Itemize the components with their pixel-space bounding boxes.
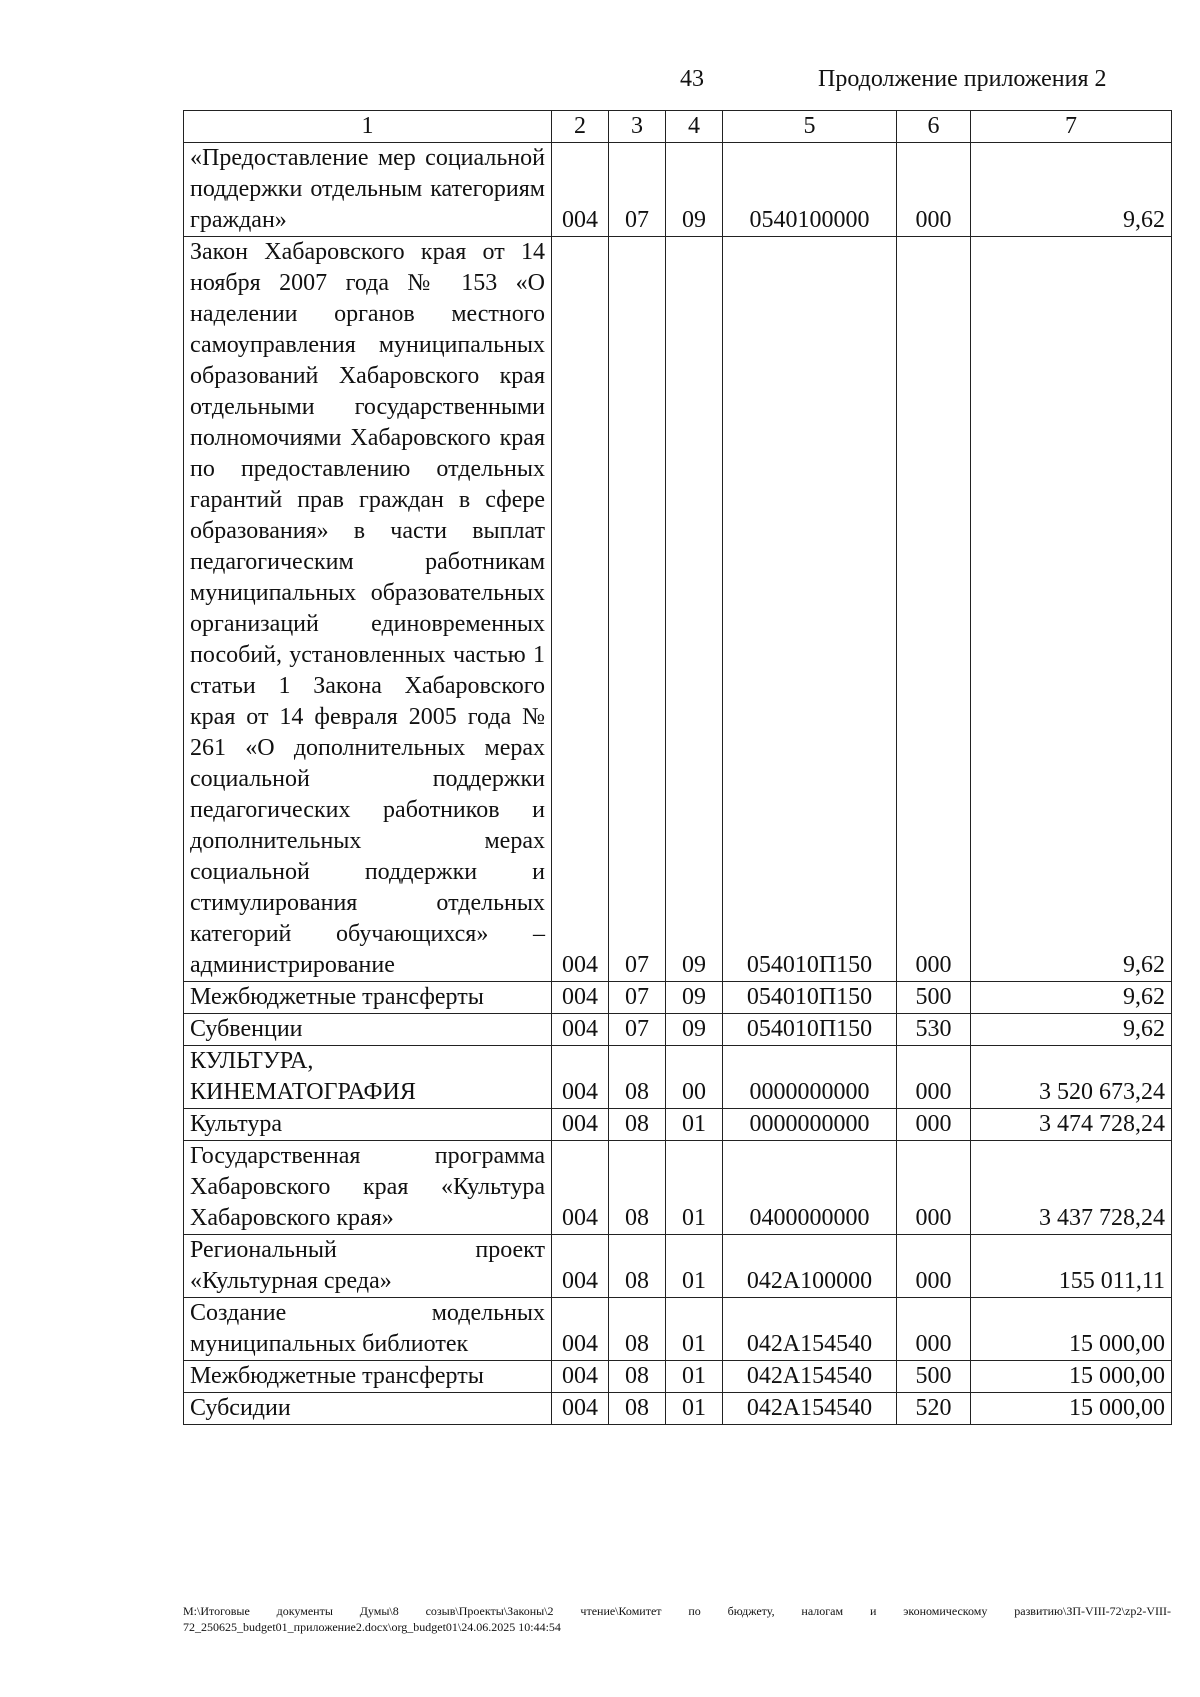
section-code: 08 <box>609 1361 666 1393</box>
section-code: 07 <box>609 982 666 1014</box>
row-name: КУЛЬТУРА, КИНЕМАТОГРАФИЯ <box>184 1046 552 1109</box>
subsection-code: 01 <box>666 1298 723 1361</box>
ved-code: 004 <box>552 1235 609 1298</box>
subsection-code: 01 <box>666 1361 723 1393</box>
section-code: 08 <box>609 1109 666 1141</box>
page-number: 43 <box>680 66 704 92</box>
amount: 3 474 728,24 <box>971 1109 1172 1141</box>
ved-code: 004 <box>552 1014 609 1046</box>
amount: 3 520 673,24 <box>971 1046 1172 1109</box>
target-article-code: 042A154540 <box>723 1393 897 1425</box>
document-file-path: M:\Итоговые документы Думы\8 созыв\Проекты\Законы\2 чтение\Комитет по бюджету, налогам и экономическому развитию\ЗП-VIII-72\zp2-VIII-72_250625_budget01_приложение2.docx\org_budget01\24.06.2025 10:44:54 <box>183 1604 1171 1634</box>
subsection-code: 09 <box>666 982 723 1014</box>
expense-type-code: 530 <box>897 1014 971 1046</box>
target-article-code: 054010П150 <box>723 237 897 982</box>
row-name: Субсидии <box>184 1393 552 1425</box>
target-article-code: 042A154540 <box>723 1298 897 1361</box>
subsection-code: 09 <box>666 1014 723 1046</box>
section-code: 07 <box>609 1014 666 1046</box>
amount: 9,62 <box>971 237 1172 982</box>
table-row <box>184 1361 1172 1393</box>
section-code: 08 <box>609 1046 666 1109</box>
table-row <box>184 1235 1172 1298</box>
expense-type-code: 000 <box>897 1141 971 1235</box>
column-header: 3 <box>609 111 666 143</box>
amount: 9,62 <box>971 1014 1172 1046</box>
row-name: «Предоставление мер социальной поддержки отдельным категориям граждан» <box>184 143 552 237</box>
table-row <box>184 1046 1172 1109</box>
table-row <box>184 237 1172 982</box>
section-code: 08 <box>609 1393 666 1425</box>
column-header: 4 <box>666 111 723 143</box>
expense-type-code: 000 <box>897 237 971 982</box>
ved-code: 004 <box>552 1141 609 1235</box>
subsection-code: 01 <box>666 1235 723 1298</box>
column-header: 5 <box>723 111 897 143</box>
row-name: Культура <box>184 1109 552 1141</box>
ved-code: 004 <box>552 237 609 982</box>
row-name: Межбюджетные трансферты <box>184 1361 552 1393</box>
subsection-code: 01 <box>666 1393 723 1425</box>
column-header: 2 <box>552 111 609 143</box>
table-row <box>184 1109 1172 1141</box>
section-code: 07 <box>609 237 666 982</box>
expense-type-code: 000 <box>897 143 971 237</box>
subsection-code: 09 <box>666 143 723 237</box>
amount: 15 000,00 <box>971 1393 1172 1425</box>
column-number-row <box>184 111 1172 143</box>
target-article-code: 0000000000 <box>723 1046 897 1109</box>
table-row <box>184 1393 1172 1425</box>
amount: 15 000,00 <box>971 1298 1172 1361</box>
ved-code: 004 <box>552 1109 609 1141</box>
subsection-code: 01 <box>666 1109 723 1141</box>
column-header: 6 <box>897 111 971 143</box>
target-article-code: 042A154540 <box>723 1361 897 1393</box>
expense-type-code: 000 <box>897 1109 971 1141</box>
target-article-code: 0400000000 <box>723 1141 897 1235</box>
target-article-code: 042A100000 <box>723 1235 897 1298</box>
subsection-code: 09 <box>666 237 723 982</box>
expense-type-code: 500 <box>897 982 971 1014</box>
table-row <box>184 982 1172 1014</box>
table-row <box>184 1298 1172 1361</box>
ved-code: 004 <box>552 143 609 237</box>
column-header: 7 <box>971 111 1172 143</box>
column-header: 1 <box>184 111 552 143</box>
section-code: 07 <box>609 143 666 237</box>
table-row <box>184 143 1172 237</box>
target-article-code: 054010П150 <box>723 982 897 1014</box>
expense-type-code: 520 <box>897 1393 971 1425</box>
budget-table <box>183 110 1172 1425</box>
ved-code: 004 <box>552 1298 609 1361</box>
row-name: Межбюджетные трансферты <box>184 982 552 1014</box>
expense-type-code: 000 <box>897 1235 971 1298</box>
target-article-code: 054010П150 <box>723 1014 897 1046</box>
section-code: 08 <box>609 1141 666 1235</box>
amount: 9,62 <box>971 143 1172 237</box>
amount: 3 437 728,24 <box>971 1141 1172 1235</box>
ved-code: 004 <box>552 982 609 1014</box>
target-article-code: 0000000000 <box>723 1109 897 1141</box>
amount: 155 011,11 <box>971 1235 1172 1298</box>
target-article-code: 0540100000 <box>723 143 897 237</box>
subsection-code: 00 <box>666 1046 723 1109</box>
subsection-code: 01 <box>666 1141 723 1235</box>
row-name: Государственная программа Хабаровского края «Культура Хабаровского края» <box>184 1141 552 1235</box>
row-name: Региональный проект «Культурная среда» <box>184 1235 552 1298</box>
expense-type-code: 500 <box>897 1361 971 1393</box>
table-row <box>184 1141 1172 1235</box>
ved-code: 004 <box>552 1361 609 1393</box>
section-code: 08 <box>609 1235 666 1298</box>
expense-type-code: 000 <box>897 1046 971 1109</box>
row-name: Закон Хабаровского края от 14 ноября 2007 года № 153 «О наделении органов местного самоуправления муниципальных образований Хабаровского края отдельными государственными полномочиями Хабаровского края по предоставлению отдельных гарантий прав граждан в сфере образования» в части выплат педагогическим работникам муниципальных образовательных организаций единовременных пособий, установленных частью 1 статьи 1 Закона Хабаровского края от 14 февраля 2005 года № 261 «О дополнительных мерах социальной поддержки педагогических работников и дополнительных мерах социальной поддержки и стимулирования отдельных категорий обучающихся» – администрирование <box>184 237 552 982</box>
appendix-continuation-label: Продолжение приложения 2 <box>818 66 1107 92</box>
ved-code: 004 <box>552 1046 609 1109</box>
table-row <box>184 1014 1172 1046</box>
expense-type-code: 000 <box>897 1298 971 1361</box>
ved-code: 004 <box>552 1393 609 1425</box>
section-code: 08 <box>609 1298 666 1361</box>
amount: 15 000,00 <box>971 1361 1172 1393</box>
amount: 9,62 <box>971 982 1172 1014</box>
row-name: Субвенции <box>184 1014 552 1046</box>
row-name: Создание модельных муниципальных библиотек <box>184 1298 552 1361</box>
